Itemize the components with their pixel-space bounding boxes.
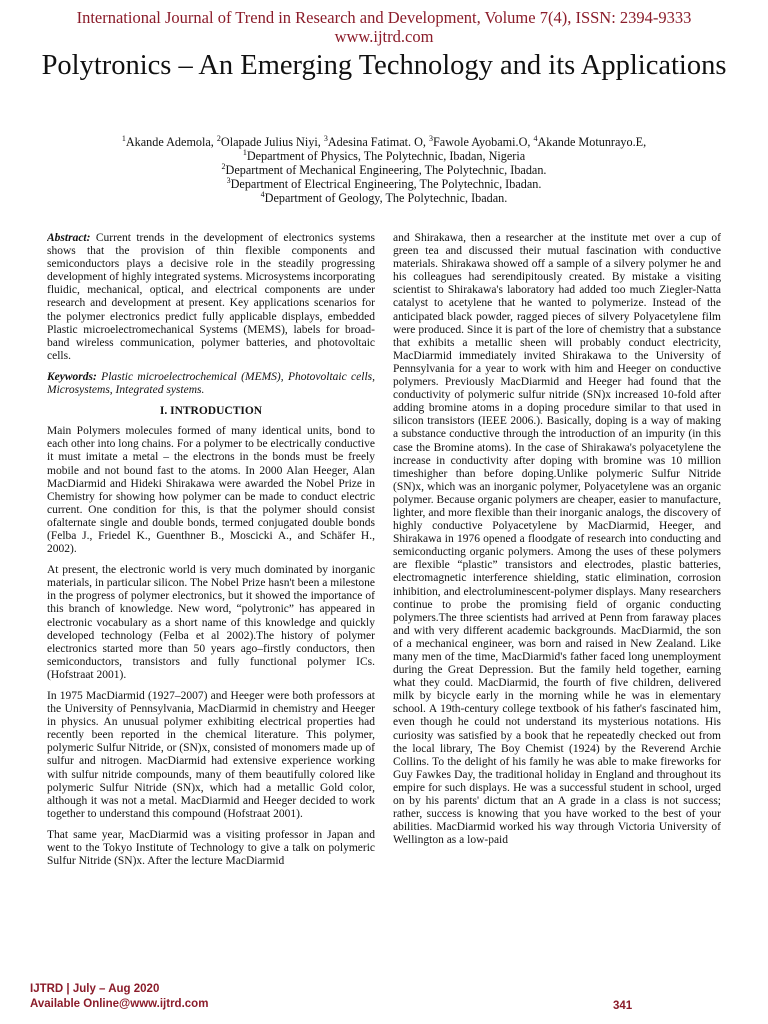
abstract-text: Current trends in the development of electronics systems shows that the provision of thin flexible components and semiconductors plays a decisive role in the steadily progressing development of highly integrated systems. Microsystems incorporating fluidic, mechanical, optical, and electrical components are under research and development at present. Key applications scenarios for the polymer electronics predict fully applicable displays, embedded Plastic microelectromechanical Systems (MEMS), labels for broad-band wireless communication, polymer batteries, and photovoltaic cells.: [47, 232, 375, 362]
author-line: [0, 135, 768, 149]
section-heading: I. INTRODUCTION: [159, 405, 263, 418]
keywords: [47, 371, 375, 397]
paper-title: Polytronics – An Emerging Technology and its Applications: [41, 50, 727, 81]
footer-available: Available Online@www.ijtrd.com: [30, 998, 209, 1010]
affiliation-line: [0, 149, 768, 163]
affiliation-text: Department of Electrical Engineering, The Polytechnic, Ibadan.: [230, 177, 542, 191]
affiliation-sup: 1: [242, 147, 247, 157]
left-column: [47, 232, 375, 970]
abstract-label: Abstract:: [47, 232, 91, 244]
right-column: [393, 232, 721, 970]
affiliation-line: [0, 163, 768, 177]
affiliation-text: Department of Mechanical Engineering, The Polytechnic, Ibadan.: [225, 163, 547, 177]
paragraph: and Shirakawa, then a researcher at the institute met over a cup of green tea and discussed their mutual fascination with conductive materials. Shirakawa showed off a sample of a silvery polymer he and his colleagues had serendipitously created. By mistake a visiting scientist to Shirakawa's laboratory had added too much Ziegler-Natta catalyst to acetylene that he wanted to polymerize. Instead of the anticipated black powder, ragged pieces of silvery Polyacetylene film were produced. Since it is part of the lore of chemistry that a substance that exhibits a metallic sheen will probably conduct electricity, MacDiarmid immediately invited Shirakawa to the University of Pennsylvania for a year to work with him and Heeger on conductive polymers. Previously MacDiarmid and Heeger had found that the conductivity of polymeric sulfur nitride (SN)x increased 10-fold after adding bromine atoms in a doping procedure similar to that used in silicon transistors (IEEE 2006.). Basically, doping is a way of making a substance conductive through the introduction of an impurity (in this case the Bromine atoms). In the case of Shirakawa's polyacetylene the increase in conductivity after doping with bromine was 10 million timeshigher than before doping.Unlike polymeric Sulfur Nitride (SN)x, which was an inorganic polymer, Polyacetylene was an organic polymer. Because organic polymers are cheaper, easier to manufacture, lighter, and more flexible than their inorganic analogs, the discovery of highly conductive Polyacetylene by MacDiarmid, Heeger, and Shirakawa in 1976 opened a floodgate of research into conducting and semiconducting organic polymers. Among the uses of these polymers are flexible “plastic” transistors and electrodes, plastic batteries, electromagnetic interference shielding, static elimination, corrosion inhibition, and electroluminescent-polymer displays. Many researchers continue to probe the promising field of organic conducting polymers.The three scientists had arrived at Penn from faraway places and with very different academic backgrounds. MacDiarmid, the son of a mechanical engineer, was born and raised in New Zealand. Like many men of the time, MacDiarmid's father faced long unemployment during the Great Depression. But the family held together, earning what they could. MacDiarmid, the fourth of five children, delivered milk by bicycle early in the morning while he was in elementary school. A 19th-century college textbook of his father's fascinated him, even though he could not understand its mysterious notations. His curiosity was satisfied by a book that he repeatedly checked out from the local library, The Boy Chemist (1924) by the Reverend Archie Collins. To the delight of his family he was able to make fireworks for Guy Fawkes Day, the traditional holiday in England and throughout its empire for such displays. He was a successful student in school, urged on by his parents' dictum that an A grade in a class is not success; rather, success is knowing that you have worked to the best of your abilities. MacDiarmid worked his way through Victoria University of Wellington as a low-paid: [393, 232, 721, 847]
keywords-label: Keywords:: [47, 370, 97, 383]
author-block: [0, 135, 768, 205]
affiliation-sup: 2: [221, 161, 226, 171]
affiliation-text: Department of Physics, The Polytechnic, Ibadan, Nigeria: [246, 149, 526, 163]
author-name: Fawole Ayobami.O,: [433, 135, 534, 149]
abstract: [47, 232, 375, 363]
affiliation-sup: 4: [260, 189, 265, 199]
affiliation-sup: 3: [226, 175, 231, 185]
page-number: 341: [613, 1000, 633, 1012]
journal-line: International Journal of Trend in Research and Development, Volume 7(4), ISSN: 2394-9333: [76, 8, 692, 27]
affiliation-line: [0, 177, 768, 191]
paragraph: In 1975 MacDiarmid (1927–2007) and Heeger were both professors at the University of Pennsylvania, MacDiarmid in chemistry and Heeger in physics. An unusual polymer exhibiting electrical properties had recently been reported in the chemical literature. This polymer, polymeric Sulfur Nitride, or (SN)x, consisted of monomers made up of sulfur and nitrogen. MacDiarmid had extensive experience working with sulfur nitride compounds, many of them beautifully colored like polymeric Sulfur Nitride (SN)x, which had a metallic Gold color, although it was not a metal. MacDiarmid and Heeger decided to work together to understand this compound (Hofstraat 2001).: [47, 690, 375, 820]
journal-header: [0, 8, 768, 46]
affiliation-text: Department of Geology, The Polytechnic, Ibadan.: [264, 191, 508, 205]
paragraph: Main Polymers molecules formed of many identical units, bond to each other into long chains. For a polymer to be electrically conductive it must imitate a metal – the electrons in the bonds must be freely mobile and not bound fast to the atoms. In 2000 Alan Heeger, Alan MacDiarmid and Hideki Shirakawa were awarded the Nobel Prize in Chemistry for showing how polymer can be made to conduct electric current. One condition for this, is that the polymer should consist ofalternate single and double bonds, termed conjugated double bonds (Felba J., Friedel K., Guenthner B., Moscicki A., and Schäfer H., 2002).: [47, 425, 375, 556]
author-sup: 1: [121, 133, 126, 143]
author-name: Olapade Julius Niyi,: [220, 135, 324, 149]
affiliation-line: [0, 191, 768, 205]
author-name: Adesina Fatimat. O,: [327, 135, 430, 149]
journal-website: www.ijtrd.com: [334, 27, 434, 46]
author-name: Akande Motunrayo.E,: [537, 135, 647, 149]
author-sup: 2: [216, 133, 221, 143]
paragraph: At present, the electronic world is very much dominated by inorganic materials, in particular silicon. The Nobel Prize hasn't been a milestone in the progress of polymer electronics, but it showed the importance of this branch of knowledge. New word, “polytronic” has appeared in electronic vocabulary as a short name of this knowledge and quickly developed technology (Felba et al 2002).The history of polymer electronics started more than 50 years ago–firstly conductors, then semiconductors, transistors and fully functional polymer ICs. (Hofstraat 2001).: [47, 564, 375, 681]
footer-left: [30, 982, 208, 1012]
keywords-text: Plastic microelectrochemical (MEMS), Photovoltaic cells, Microsystems, Integrated systems.: [47, 370, 375, 397]
paragraph: That same year, MacDiarmid was a visiting professor in Japan and went to the Tokyo Institute of Technology to give a talk on polymeric Sulfur Nitride (SN)x. After the lecture MacDiarmid: [47, 828, 375, 868]
author-sup: 4: [533, 133, 538, 143]
author-sup: 3: [323, 133, 328, 143]
author-sup: 3: [429, 133, 434, 143]
footer-journal: IJTRD | July – Aug 2020: [30, 983, 160, 995]
author-name: Akande Ademola,: [125, 135, 217, 149]
